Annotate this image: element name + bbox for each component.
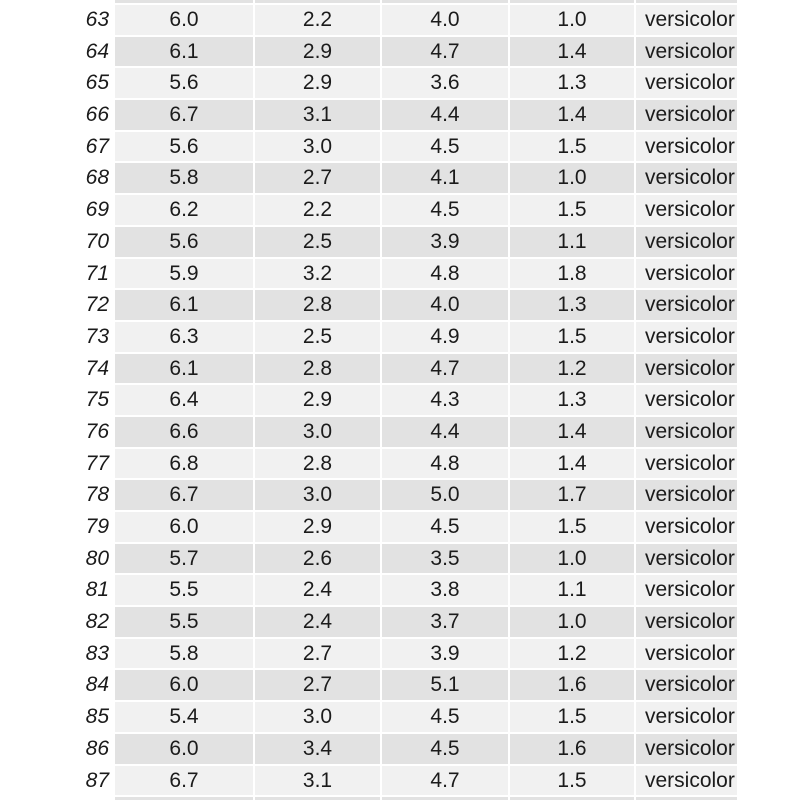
row-index: 72 (0, 290, 113, 320)
table-row (0, 100, 737, 130)
value-cell: 2.4 (255, 575, 380, 605)
table-row (0, 259, 737, 289)
value-cell: 6.1 (115, 37, 253, 67)
value-cell (115, 0, 253, 3)
value-cell: 1.4 (510, 449, 634, 479)
table-row (0, 385, 737, 415)
value-cell: 5.0 (382, 480, 508, 510)
value-cell: 1.8 (510, 259, 634, 289)
row-index: 85 (0, 702, 113, 732)
row-index: 65 (0, 68, 113, 98)
row-index: 69 (0, 195, 113, 225)
row-index: 64 (0, 37, 113, 67)
species-cell: versicolor (636, 132, 737, 162)
value-cell: 5.8 (115, 163, 253, 193)
species-cell: versicolor (636, 670, 737, 700)
row-index: 83 (0, 639, 113, 669)
value-cell: 5.6 (115, 68, 253, 98)
value-cell: 1.6 (510, 734, 634, 764)
value-cell: 1.3 (510, 68, 634, 98)
table-row (0, 575, 737, 605)
table-row (0, 417, 737, 447)
species-cell: versicolor (636, 734, 737, 764)
table-row (0, 290, 737, 320)
row-index: 84 (0, 670, 113, 700)
value-cell: 3.6 (382, 68, 508, 98)
table-row (0, 734, 737, 764)
value-cell: 3.2 (255, 259, 380, 289)
row-index: 86 (0, 734, 113, 764)
value-cell: 3.4 (255, 734, 380, 764)
value-cell: 3.7 (382, 607, 508, 637)
value-cell: 2.7 (255, 163, 380, 193)
value-cell: 1.0 (510, 163, 634, 193)
value-cell: 3.0 (255, 702, 380, 732)
value-cell: 1.3 (510, 290, 634, 320)
value-cell: 2.7 (255, 670, 380, 700)
row-index: 82 (0, 607, 113, 637)
row-index: 73 (0, 322, 113, 352)
value-cell: 4.4 (382, 100, 508, 130)
value-cell: 5.5 (115, 575, 253, 605)
value-cell: 6.1 (115, 290, 253, 320)
table-row (0, 195, 737, 225)
value-cell: 6.0 (115, 670, 253, 700)
value-cell: 1.5 (510, 702, 634, 732)
value-cell: 1.2 (510, 639, 634, 669)
table-row (0, 766, 737, 796)
table-row (0, 163, 737, 193)
value-cell: 2.5 (255, 322, 380, 352)
value-cell: 1.4 (510, 100, 634, 130)
value-cell: 6.6 (115, 417, 253, 447)
row-index: 68 (0, 163, 113, 193)
value-cell: 5.8 (115, 639, 253, 669)
table-row (0, 449, 737, 479)
value-cell (255, 0, 380, 3)
value-cell: 4.5 (382, 702, 508, 732)
species-cell: versicolor (636, 480, 737, 510)
clipped-row-top (0, 0, 737, 3)
species-cell: versicolor (636, 290, 737, 320)
value-cell: 4.5 (382, 195, 508, 225)
value-cell: 6.0 (115, 512, 253, 542)
species-cell: versicolor (636, 227, 737, 257)
value-cell: 6.8 (115, 449, 253, 479)
value-cell: 2.8 (255, 354, 380, 384)
value-cell (382, 0, 508, 3)
value-cell: 1.0 (510, 607, 634, 637)
table-row (0, 512, 737, 542)
species-cell: versicolor (636, 195, 737, 225)
value-cell: 2.6 (255, 544, 380, 574)
value-cell: 5.1 (382, 670, 508, 700)
value-cell: 6.2 (115, 195, 253, 225)
table-row (0, 544, 737, 574)
value-cell: 2.2 (255, 5, 380, 35)
value-cell: 4.0 (382, 290, 508, 320)
table-row (0, 37, 737, 67)
row-index: 81 (0, 575, 113, 605)
value-cell: 1.0 (510, 5, 634, 35)
value-cell: 3.0 (255, 417, 380, 447)
species-cell: versicolor (636, 766, 737, 796)
value-cell: 1.5 (510, 195, 634, 225)
value-cell: 2.8 (255, 449, 380, 479)
value-cell: 1.4 (510, 37, 634, 67)
row-index: 79 (0, 512, 113, 542)
value-cell: 3.1 (255, 100, 380, 130)
value-cell: 4.5 (382, 512, 508, 542)
species-cell: versicolor (636, 37, 737, 67)
row-index (0, 0, 113, 3)
species-cell: versicolor (636, 575, 737, 605)
value-cell: 2.8 (255, 290, 380, 320)
species-cell: versicolor (636, 449, 737, 479)
row-index: 77 (0, 449, 113, 479)
table-row (0, 607, 737, 637)
value-cell: 5.6 (115, 132, 253, 162)
value-cell: 5.4 (115, 702, 253, 732)
row-index: 75 (0, 385, 113, 415)
value-cell: 1.6 (510, 670, 634, 700)
species-cell (636, 0, 737, 3)
value-cell: 4.3 (382, 385, 508, 415)
value-cell: 4.9 (382, 322, 508, 352)
value-cell: 1.3 (510, 385, 634, 415)
value-cell: 5.7 (115, 544, 253, 574)
value-cell: 1.5 (510, 512, 634, 542)
value-cell: 1.7 (510, 480, 634, 510)
table-row (0, 702, 737, 732)
value-cell: 5.5 (115, 607, 253, 637)
value-cell: 2.9 (255, 385, 380, 415)
species-cell: versicolor (636, 100, 737, 130)
value-cell: 4.5 (382, 734, 508, 764)
row-index: 80 (0, 544, 113, 574)
value-cell: 4.4 (382, 417, 508, 447)
value-cell: 4.5 (382, 132, 508, 162)
value-cell: 2.2 (255, 195, 380, 225)
value-cell: 2.9 (255, 512, 380, 542)
row-index: 87 (0, 766, 113, 796)
species-cell: versicolor (636, 544, 737, 574)
value-cell: 4.1 (382, 163, 508, 193)
table-row (0, 132, 737, 162)
value-cell: 6.0 (115, 5, 253, 35)
value-cell: 4.7 (382, 766, 508, 796)
row-index: 66 (0, 100, 113, 130)
value-cell: 4.8 (382, 449, 508, 479)
row-index: 63 (0, 5, 113, 35)
table-row (0, 354, 737, 384)
row-index: 70 (0, 227, 113, 257)
species-cell: versicolor (636, 259, 737, 289)
value-cell: 1.4 (510, 417, 634, 447)
value-cell: 2.5 (255, 227, 380, 257)
species-cell: versicolor (636, 322, 737, 352)
value-cell (510, 0, 634, 3)
species-cell: versicolor (636, 68, 737, 98)
value-cell: 3.0 (255, 132, 380, 162)
value-cell: 3.0 (255, 480, 380, 510)
value-cell: 4.7 (382, 37, 508, 67)
table-row (0, 639, 737, 669)
value-cell: 1.5 (510, 766, 634, 796)
value-cell: 4.0 (382, 5, 508, 35)
table-row (0, 480, 737, 510)
table-row (0, 322, 737, 352)
row-index: 71 (0, 259, 113, 289)
value-cell: 3.5 (382, 544, 508, 574)
value-cell: 4.8 (382, 259, 508, 289)
value-cell: 1.2 (510, 354, 634, 384)
value-cell: 5.6 (115, 227, 253, 257)
value-cell: 6.0 (115, 734, 253, 764)
table-row (0, 670, 737, 700)
species-cell: versicolor (636, 702, 737, 732)
value-cell: 1.5 (510, 322, 634, 352)
value-cell: 1.5 (510, 132, 634, 162)
table-row (0, 227, 737, 257)
value-cell: 6.4 (115, 385, 253, 415)
species-cell: versicolor (636, 385, 737, 415)
species-cell: versicolor (636, 354, 737, 384)
value-cell: 2.7 (255, 639, 380, 669)
value-cell: 1.1 (510, 227, 634, 257)
species-cell: versicolor (636, 512, 737, 542)
value-cell: 5.9 (115, 259, 253, 289)
value-cell: 6.3 (115, 322, 253, 352)
species-cell: versicolor (636, 163, 737, 193)
row-index: 76 (0, 417, 113, 447)
row-index: 78 (0, 480, 113, 510)
value-cell: 6.7 (115, 100, 253, 130)
species-cell: versicolor (636, 607, 737, 637)
value-cell: 4.7 (382, 354, 508, 384)
value-cell: 2.9 (255, 37, 380, 67)
value-cell: 2.9 (255, 68, 380, 98)
species-cell: versicolor (636, 417, 737, 447)
value-cell: 1.1 (510, 575, 634, 605)
value-cell: 2.4 (255, 607, 380, 637)
value-cell: 3.1 (255, 766, 380, 796)
value-cell: 1.0 (510, 544, 634, 574)
row-index: 67 (0, 132, 113, 162)
value-cell: 6.7 (115, 480, 253, 510)
value-cell: 3.9 (382, 227, 508, 257)
value-cell: 3.8 (382, 575, 508, 605)
species-cell: versicolor (636, 5, 737, 35)
species-cell: versicolor (636, 639, 737, 669)
value-cell: 3.9 (382, 639, 508, 669)
row-index: 74 (0, 354, 113, 384)
table-row (0, 5, 737, 35)
value-cell: 6.1 (115, 354, 253, 384)
value-cell: 6.7 (115, 766, 253, 796)
table-row (0, 68, 737, 98)
